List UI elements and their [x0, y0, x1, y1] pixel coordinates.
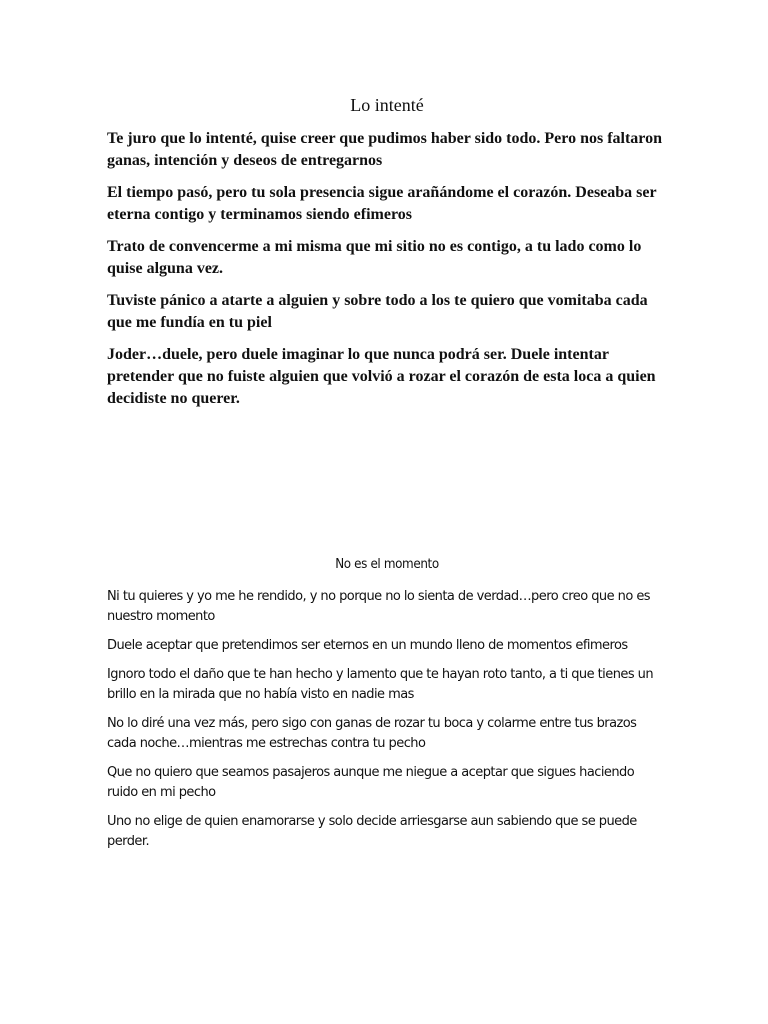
poem-paragraph: No lo diré una vez más, pero sigo con ganas de rozar tu boca y colarme entre tus brazos cada noche…mientras me estrechas contra tu pecho [107, 716, 637, 751]
poem-paragraph: Uno no elige de quien enamorarse y solo decide arriesgarse aun sabiendo que se puede perder. [107, 814, 637, 849]
poem-paragraph: Que no quiero que seamos pasajeros aunque me niegue a aceptar que sigues haciendo ruido en mi pecho [107, 765, 635, 800]
poem-paragraph: Ignoro todo el daño que te han hecho y lamento que te hayan roto tanto, a ti que tienes un brillo en la mirada que no había visto en nadie mas [107, 667, 654, 702]
poem-paragraph: Tuviste pánico a atarte a alguien y sobre todo a los te quiero que vomitaba cada que me fundía en tu piel [107, 292, 648, 331]
poem-paragraph: Ni tu quieres y yo me he rendido, y no porque no lo sienta de verdad…pero creo que no es nuestro momento [107, 589, 650, 624]
poem-title: No es el momento [335, 557, 439, 572]
poem-paragraph: Te juro que lo intenté, quise creer que pudimos haber sido todo. Pero nos faltaron ganas, intención y deseos de entregarnos [107, 130, 663, 169]
poem-no-es-el-momento [107, 555, 667, 861]
poem-lo-intente [107, 92, 667, 420]
poem-paragraph: Joder…duele, pero duele imaginar lo que nunca podrá ser. Duele intentar pretender que no fuiste alguien que volvió a rozar el corazón de esta loca a quien decidiste no querer. [107, 346, 656, 407]
poem-title: Lo intenté [350, 95, 424, 115]
poem-paragraph: Trato de convencerme a mi misma que mi sitio no es contigo, a tu lado como lo quise alguna vez. [107, 238, 642, 277]
poem-paragraph: Duele aceptar que pretendimos ser eternos en un mundo lleno de momentos efimeros [107, 638, 628, 653]
poem-paragraph: El tiempo pasó, pero tu sola presencia sigue arañándome el corazón. Deseaba ser eterna contigo y terminamos siendo efimeros [107, 184, 657, 223]
